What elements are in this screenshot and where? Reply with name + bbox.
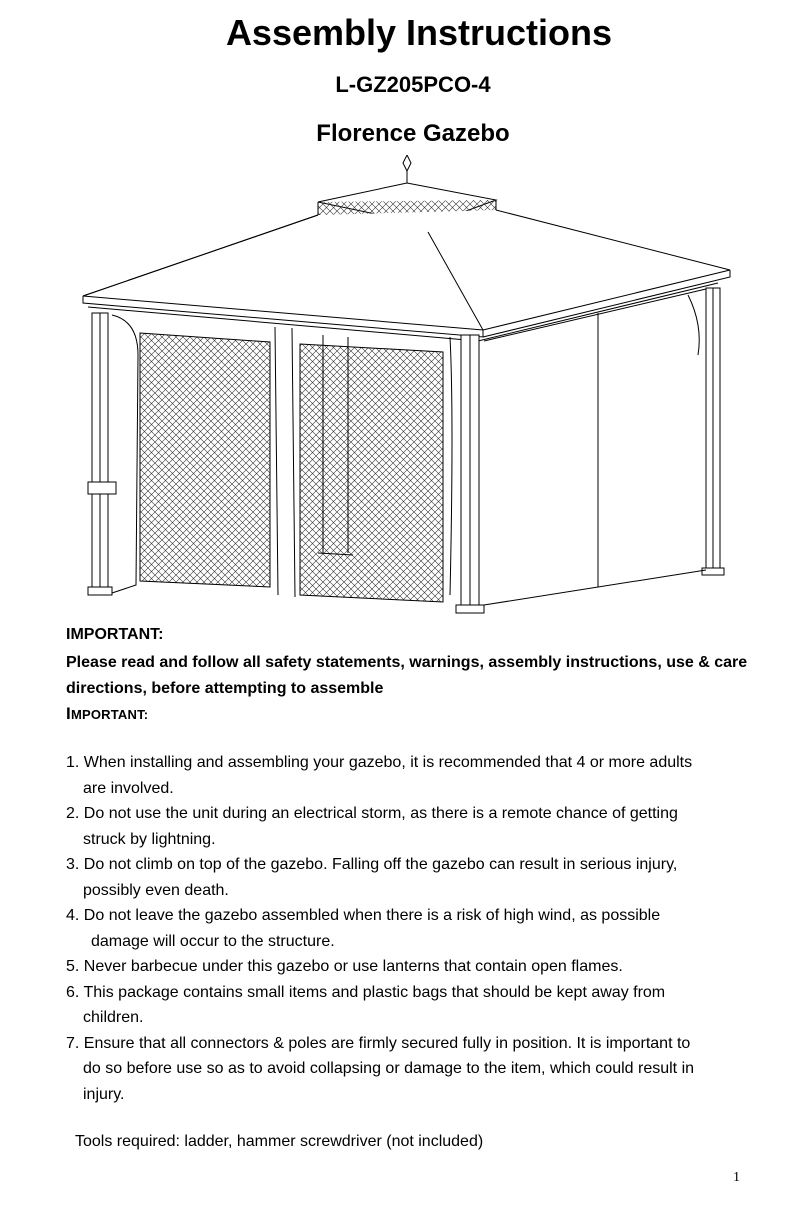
rule-text-continued: damage will occur to the structure. — [91, 932, 335, 950]
important-heading: IMPORTANT: — [66, 626, 164, 643]
model-number: L-GZ205PCO-4 — [335, 72, 491, 97]
rule-number: 3. — [66, 856, 80, 873]
rule-text-continued: do so before use so as to avoid collapsing or damage to the item, which could result in — [83, 1060, 695, 1077]
safety-rules-list — [66, 750, 756, 1107]
important-heading-secondary — [66, 704, 148, 724]
list-item — [66, 801, 756, 852]
page-number: 1 — [733, 1170, 740, 1185]
important-heading-initial: I — [66, 704, 71, 723]
list-item — [66, 954, 756, 980]
rule-text: Do not climb on top of the gazebo. Falling off the gazebo can result in serious injury, — [83, 856, 678, 873]
rule-number: 5. — [66, 958, 80, 975]
rule-text-continued: are involved. — [83, 779, 174, 797]
rule-text-continued: injury. — [83, 1085, 125, 1103]
rule-text: Never barbecue under this gazebo or use lanterns that contain open flames. — [83, 958, 623, 975]
rule-number: 7. — [66, 1034, 80, 1052]
rule-text: Do not leave the gazebo assembled when there is a risk of high wind, as possible — [83, 907, 661, 924]
rule-number: 1. — [66, 754, 80, 771]
list-item — [66, 750, 756, 801]
rule-text: Do not use the unit during an electrical storm, as there is a remote chance of getting — [83, 805, 678, 822]
list-item — [66, 903, 756, 954]
rule-number: 2. — [66, 805, 80, 822]
rule-text: When installing and assembling your gazebo, it is recommended that 4 or more adults — [83, 754, 693, 771]
gazebo-illustration — [78, 155, 738, 615]
rule-text: Ensure that all connectors & poles are firmly secured fully in position. It is important to — [83, 1034, 691, 1052]
important-heading-rest: MPORTANT: — [70, 707, 149, 722]
list-item — [66, 852, 756, 903]
rule-number: 6. — [66, 983, 80, 1001]
rule-text-continued: children. — [83, 1009, 144, 1026]
rule-text-continued: possibly even death. — [83, 881, 229, 899]
rule-text: This package contains small items and plastic bags that should be kept away from — [83, 983, 666, 1001]
rule-text-continued: struck by lightning. — [83, 830, 216, 848]
list-item — [66, 1031, 756, 1108]
product-name: Florence Gazebo — [316, 120, 510, 147]
rule-number: 4. — [66, 907, 80, 924]
document-title: Assembly Instructions — [225, 12, 613, 53]
important-notice: Please read and follow all safety statements, warnings, assembly instructions, use & care directions, before attempting to assemble — [66, 654, 748, 697]
tools-required: Tools required: ladder, hammer screwdriver (not included) — [75, 1133, 484, 1150]
list-item — [66, 980, 756, 1031]
